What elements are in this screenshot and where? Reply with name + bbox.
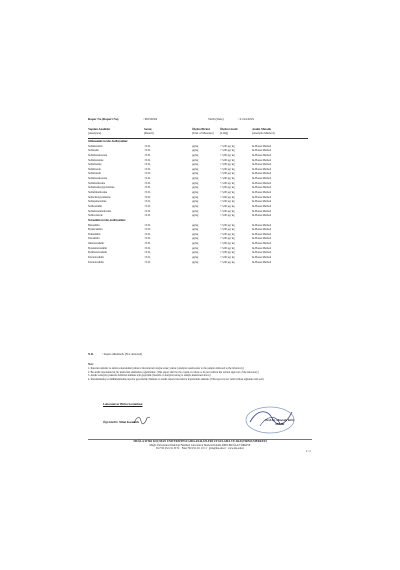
footer-contact: Tel:+90 252 211 30 31 · Faks:+90 252 211 10 11 · gida@mu.edu.tr · www.mu.edu.tr xyxy=(156,447,244,451)
loq-cell: < 5,00 µg/ kg xyxy=(220,149,235,153)
group-title: Sülfonamide Grubu Antibiyotikler xyxy=(88,140,128,143)
analyte-name: Oksitetrasiklin xyxy=(88,242,104,246)
group-title: Tetrasiklin Grubu Antibiyotikler xyxy=(88,218,126,222)
legend-text: : Tespit edilemedi. (Not detected) xyxy=(102,352,143,356)
analyte-name: Metasiklin xyxy=(88,223,100,227)
result-cell: : N.D. xyxy=(144,209,151,213)
method-cell: In-House Method xyxy=(252,191,272,195)
analyte-name: Epiklortetrasiklin xyxy=(88,251,107,255)
col-result-subheader: (Result) xyxy=(144,131,154,136)
method-cell: In-House Method xyxy=(252,242,272,246)
loq-cell: < 5,00 µg/ kg xyxy=(220,223,235,227)
analyte-name: Sulfametazine xyxy=(88,158,104,162)
loq-cell: < 5,00 µg/ kg xyxy=(220,246,235,250)
col-analyses-subheader: (Analyses) xyxy=(88,131,101,136)
table-row xyxy=(88,261,312,266)
analyte-name: Sulfamerazin xyxy=(88,144,103,148)
result-cell: : N.D. xyxy=(144,149,151,153)
method-cell: In-House Method xyxy=(252,153,272,157)
analyte-name: Sulfachlorpyridazine xyxy=(88,195,111,199)
right-signatory xyxy=(250,418,310,426)
unit-cell: µg/kg xyxy=(192,191,199,195)
unit-cell: µg/kg xyxy=(192,195,199,199)
lab-responsible-title: Laboratuvar Birim Sorumlusu xyxy=(103,402,143,406)
unit-cell: µg/kg xyxy=(192,228,199,232)
result-cell: : N.D. xyxy=(144,256,151,260)
loq-cell: < 5,00 µg/ kg xyxy=(220,195,235,199)
loq-cell: < 5,00 µg/ kg xyxy=(220,232,235,236)
loq-cell: < 5,00 µg/ kg xyxy=(220,260,235,264)
analyte-name: Sulfamethoxine xyxy=(88,181,106,185)
right-signatory-name: Prof.Dr. Mustafa KOÇ xyxy=(265,418,295,422)
report-date-value: : 21.04.2025 xyxy=(238,117,255,121)
analyte-name: Sulfaselin xyxy=(88,149,99,153)
method-cell: In-House Method xyxy=(252,246,272,250)
loq-cell: < 5,00 µg/ kg xyxy=(220,177,235,181)
method-cell: In-House Method xyxy=(252,195,272,199)
notes-title: Not: xyxy=(88,362,94,366)
result-cell: : N.D. xyxy=(144,172,151,176)
analyte-name: Sulfisoxazole xyxy=(88,214,103,218)
result-cell: : N.D. xyxy=(144,186,151,190)
result-cell: : N.D. xyxy=(144,167,151,171)
result-cell: : N.D. xyxy=(144,228,151,232)
col-method-subheader: (Analysis Method) xyxy=(252,131,275,136)
col-analyses-header: Yapılan Analizler xyxy=(88,127,111,131)
method-cell: In-House Method xyxy=(252,149,272,153)
loq-cell: < 5,00 µg/ kg xyxy=(220,204,235,208)
analyte-name: Sulfaquinoxaline xyxy=(88,200,107,204)
unit-cell: µg/kg xyxy=(192,209,199,213)
result-cell: : N.D. xyxy=(144,204,151,208)
loq-cell: < 5,00 µg/ kg xyxy=(220,153,235,157)
loq-cell: < 5,00 µg/ kg xyxy=(220,228,235,232)
method-cell: In-House Method xyxy=(252,223,272,227)
unit-cell: µg/kg xyxy=(192,186,199,190)
footer xyxy=(88,440,312,451)
legend-key: N.D. xyxy=(88,352,94,356)
method-cell: In-House Method xyxy=(252,228,272,232)
report-no-label: Rapor No (Report No) xyxy=(88,117,119,121)
method-cell: In-House Method xyxy=(252,167,272,171)
notes xyxy=(88,363,338,382)
unit-cell: µg/kg xyxy=(192,167,199,171)
analyte-name: Epioksitetrasiklin xyxy=(88,246,107,250)
report-header-line xyxy=(88,117,328,121)
analyte-name: Klortetrasiklin xyxy=(88,260,104,264)
unit-cell: µg/kg xyxy=(192,223,199,227)
loq-cell: < 5,00 µg/ kg xyxy=(220,144,235,148)
unit-cell: µg/kg xyxy=(192,251,199,255)
results-table xyxy=(88,140,312,265)
method-cell: In-House Method xyxy=(252,186,272,190)
analyte-name: Tetrasiklin xyxy=(88,237,100,241)
footer-institution: MUĞLA SITKI KOÇMAN ÜNİVERSİTESİ GIDA ANALİZLERİ UYGULAMA VE ARAŞTIRMA MERKEZİ xyxy=(133,440,267,443)
method-cell: In-House Method xyxy=(252,214,272,218)
method-cell: In-House Method xyxy=(252,172,272,176)
method-cell: In-House Method xyxy=(252,209,272,213)
result-cell: : N.D. xyxy=(144,260,151,264)
unit-cell: µg/kg xyxy=(192,242,199,246)
analyte-name: Sulfatiazole xyxy=(88,167,101,171)
col-result-header: Sonuç xyxy=(144,127,152,131)
header-divider xyxy=(88,138,308,139)
analyte-name: Sulfametoksazole xyxy=(88,177,108,181)
unit-cell: µg/kg xyxy=(192,177,199,181)
loq-cell: < 5,00 µg/ kg xyxy=(220,242,235,246)
col-method-header: Analiz Metodu xyxy=(252,127,272,131)
unit-cell: µg/kg xyxy=(192,260,199,264)
method-cell: In-House Method xyxy=(252,232,272,236)
result-cell: : N.D. xyxy=(144,144,151,148)
result-cell: : N.D. xyxy=(144,242,151,246)
col-loq-header: Ölçüm Limiti xyxy=(220,127,238,131)
note-item: 4. İmzalanmamış ve mühürlenmemiş raporlar geçersizdir. Numune ve analiz raporu laboratuvar kayıtlarında saklanır. (This report is not valid without signature and seal) xyxy=(88,378,264,382)
method-cell: In-House Method xyxy=(252,204,272,208)
loq-cell: < 5,00 µg/ kg xyxy=(220,251,235,255)
unit-cell: µg/kg xyxy=(192,181,199,185)
col-unit-header: Ölçüm Birimi xyxy=(192,127,210,131)
loq-cell: < 5,00 µg/ kg xyxy=(220,191,235,195)
analyte-name: Doksisiklin xyxy=(88,232,101,236)
loq-cell: < 5,00 µg/ kg xyxy=(220,200,235,204)
loq-cell: < 5,00 µg/ kg xyxy=(220,181,235,185)
result-cell: : N.D. xyxy=(144,181,151,185)
unit-cell: µg/kg xyxy=(192,246,199,250)
unit-cell: µg/kg xyxy=(192,172,199,176)
col-unit-subheader: (Unit of Measure) xyxy=(192,131,214,136)
method-cell: In-House Method xyxy=(252,237,272,241)
result-cell: : N.D. xyxy=(144,214,151,218)
loq-cell: < 5,00 µg/ kg xyxy=(220,172,235,176)
result-cell: : N.D. xyxy=(144,223,151,227)
left-signatory-name: Öğr.Gör.Dr. Nihal Kocatürk xyxy=(103,420,140,424)
method-cell: In-House Method xyxy=(252,260,272,264)
note-item: 2. Bu analiz raporunun hiç bir kısmı izin alınmadan çoğaltılamaz. (This report shall not be copied, in whole or in part without the written approval of the laboratory) xyxy=(88,370,259,374)
method-cell: In-House Method xyxy=(252,163,272,167)
unit-cell: µg/kg xyxy=(192,158,199,162)
unit-cell: µg/kg xyxy=(192,144,199,148)
footer-address: Muğla Üniversitesi Teknoloji Fakültesi Laboratuvar Merkezi Kötekli 48000 MUĞLA/TÜRKİYE xyxy=(149,443,251,447)
analyte-name: Epitetrasiklin xyxy=(88,228,103,232)
report-date-label: Tarih (Date) xyxy=(208,117,224,121)
note-item: 3. Analiz sonuçları yukarıda belirtilen numune için geçerlidir. (Results of analysis belong to sample mentioned above) xyxy=(88,374,211,378)
result-cell: : N.D. xyxy=(144,200,151,204)
result-cell: : N.D. xyxy=(144,251,151,255)
report-no-value: : M250294 xyxy=(143,117,158,121)
note-item: 1. Raporun tamamı ve analiz sonucundaki yalnızca laboratuvarın doğru sonuç yoktur. (Analysis results refer to the sample delivered to the laboratory) xyxy=(88,366,244,370)
loq-cell: < 5,00 µg/ kg xyxy=(220,163,235,167)
analyte-name: Sulfisomidin xyxy=(88,204,102,208)
unit-cell: µg/kg xyxy=(192,153,199,157)
unit-cell: µg/kg xyxy=(192,163,199,167)
method-cell: In-House Method xyxy=(252,251,272,255)
method-cell: In-House Method xyxy=(252,177,272,181)
legend xyxy=(88,352,142,356)
method-cell: In-House Method xyxy=(252,158,272,162)
col-loq-subheader: (LOQ) xyxy=(220,131,229,136)
result-cell: : N.D. xyxy=(144,177,151,181)
unit-cell: µg/kg xyxy=(192,256,199,260)
loq-cell: < 5,00 µg/ kg xyxy=(220,214,235,218)
loq-cell: < 5,00 µg/ kg xyxy=(220,158,235,162)
unit-cell: µg/kg xyxy=(192,232,199,236)
loq-cell: < 5,00 µg/ kg xyxy=(220,209,235,213)
result-cell: : N.D. xyxy=(144,246,151,250)
analyte-name: Sulfadimethoxine xyxy=(88,191,108,195)
result-cell: : N.D. xyxy=(144,191,151,195)
loq-cell: < 5,00 µg/ kg xyxy=(220,186,235,190)
method-cell: In-House Method xyxy=(252,181,272,185)
page-number: 2 / 2 xyxy=(306,450,311,453)
analyte-name: Sulfadiazine xyxy=(88,163,102,167)
unit-cell: µg/kg xyxy=(192,237,199,241)
result-cell: : N.D. xyxy=(144,158,151,162)
unit-cell: µg/kg xyxy=(192,200,199,204)
unit-cell: µg/kg xyxy=(192,204,199,208)
result-cell: : N.D. xyxy=(144,153,151,157)
method-cell: In-House Method xyxy=(252,144,272,148)
loq-cell: < 5,00 µg/ kg xyxy=(220,237,235,241)
unit-cell: µg/kg xyxy=(192,214,199,218)
result-cell: : N.D. xyxy=(144,163,151,167)
table-header xyxy=(88,127,312,136)
analyte-name: Sulfamonomethoxine xyxy=(88,209,112,213)
loq-cell: < 5,00 µg/ kg xyxy=(220,167,235,171)
result-cell: : N.D. xyxy=(144,237,151,241)
loq-cell: < 5,00 µg/ kg xyxy=(220,256,235,260)
right-signatory-title: Müdür xyxy=(275,422,285,426)
method-cell: In-House Method xyxy=(252,256,272,260)
analyte-name: Klortetrasiklin xyxy=(88,256,104,260)
unit-cell: µg/kg xyxy=(192,149,199,153)
method-cell: In-House Method xyxy=(252,200,272,204)
result-cell: : N.D. xyxy=(144,195,151,199)
analyte-name: Sulfamethoxypyridazine xyxy=(88,186,115,190)
result-cell: : N.D. xyxy=(144,232,151,236)
analyte-name: Sulfadoksin xyxy=(88,172,101,176)
analyte-name: Sulfametoksazole xyxy=(88,153,108,157)
